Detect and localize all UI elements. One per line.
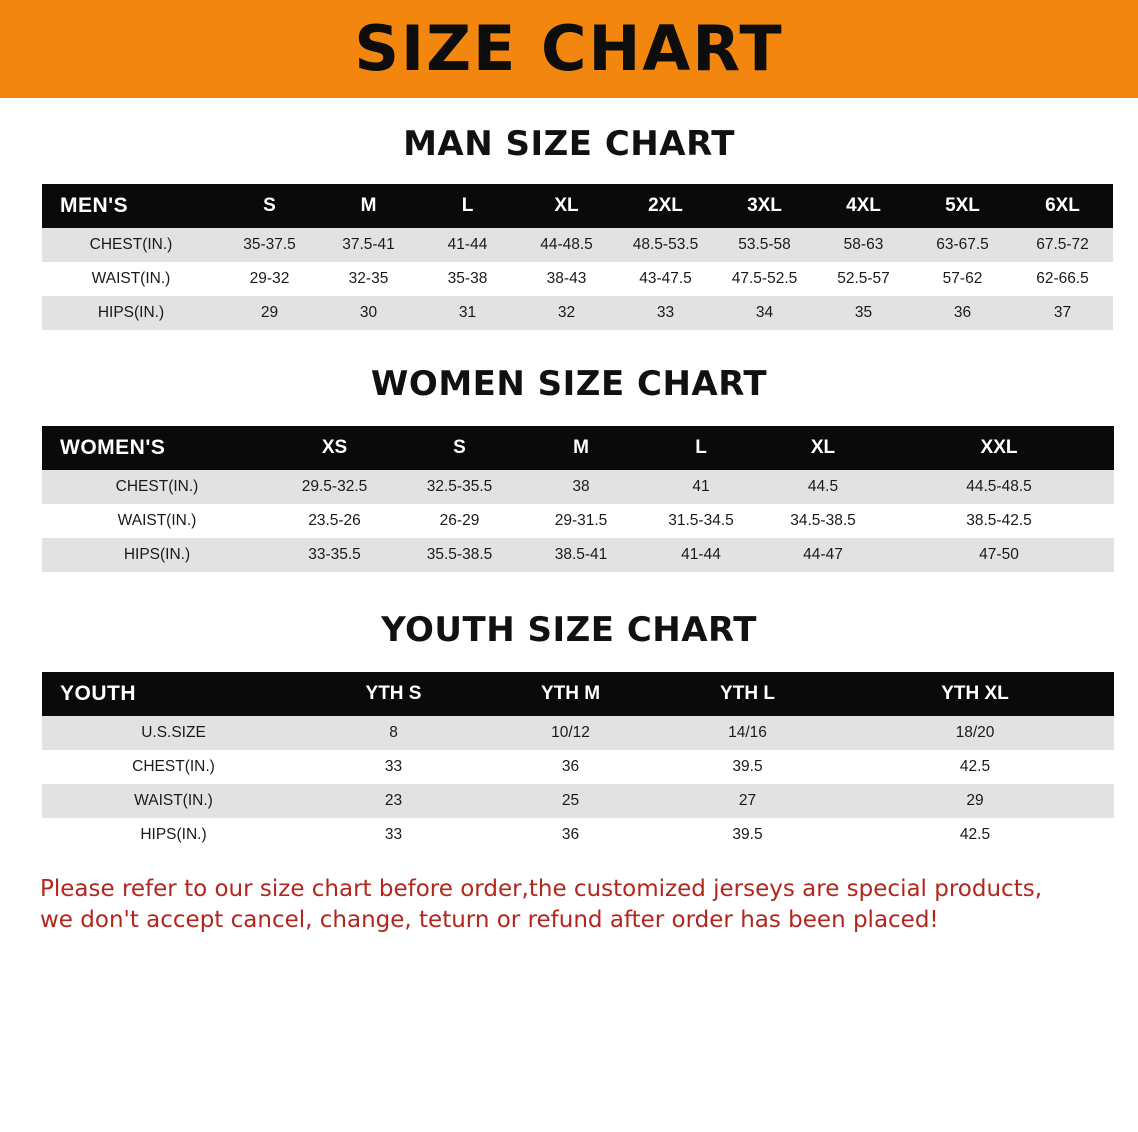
table-cell: 32 — [557, 304, 576, 321]
men-header-2xl: 2XL — [648, 195, 683, 216]
table-row — [42, 538, 1114, 572]
men-header-5xl: 5XL — [945, 195, 980, 216]
men-row-label-waist: WAIST(IN.) — [91, 270, 171, 287]
table-row — [42, 818, 1114, 852]
women-table-header — [42, 426, 1114, 470]
table-cell: 44.5-48.5 — [966, 478, 1032, 495]
table-cell: 34 — [755, 304, 774, 321]
table-cell: 42.5 — [959, 758, 991, 775]
table-row — [42, 470, 1114, 504]
table-cell: 34.5-38.5 — [790, 512, 856, 529]
table-row — [42, 750, 1114, 784]
table-cell: 27 — [738, 792, 757, 809]
youth-row-label-waist: WAIST(IN.) — [134, 792, 213, 809]
table-cell: 36 — [561, 758, 580, 775]
page-title: SIZE CHART — [354, 12, 784, 85]
section-title-women: WOMEN SIZE CHART — [370, 364, 768, 404]
table-cell: 18/20 — [955, 724, 995, 741]
table-row — [42, 228, 1113, 262]
women-table-body — [42, 470, 1114, 572]
table-cell: 35 — [854, 304, 873, 321]
women-row-label-chest: CHEST(IN.) — [115, 478, 199, 495]
table-cell: 63-67.5 — [936, 236, 989, 253]
table-cell: 35-37.5 — [243, 236, 296, 253]
table-cell: 29 — [966, 792, 984, 809]
disclaimer-note — [40, 874, 1098, 936]
table-row — [42, 262, 1113, 296]
table-cell: 26-29 — [439, 512, 480, 529]
disclaimer-line-2: we don't accept cancel, change, teturn or refund after order has been placed! — [40, 907, 939, 934]
table-cell: 53.5-58 — [738, 236, 791, 253]
table-cell: 41-44 — [681, 546, 721, 563]
table-row — [42, 296, 1113, 330]
men-size-table — [42, 184, 1113, 330]
table-cell: 33-35.5 — [308, 546, 361, 563]
youth-header-l: YTH L — [720, 683, 775, 704]
men-table-body — [42, 228, 1113, 330]
table-cell: 29-32 — [249, 270, 290, 287]
table-cell: 58-63 — [843, 236, 884, 253]
table-cell: 33 — [384, 758, 403, 775]
table-cell: 36 — [953, 304, 972, 321]
table-cell: 43-47.5 — [639, 270, 692, 287]
table-cell: 62-66.5 — [1036, 270, 1089, 287]
banner — [0, 0, 1138, 98]
table-cell: 47-50 — [979, 546, 1019, 563]
table-cell: 38 — [572, 478, 590, 495]
table-cell: 10/12 — [551, 724, 590, 741]
table-cell: 32.5-35.5 — [426, 478, 493, 495]
men-header-4xl: 4XL — [846, 195, 881, 216]
table-cell: 41-44 — [447, 236, 488, 253]
table-cell: 38-43 — [546, 270, 587, 287]
table-cell: 44-48.5 — [540, 236, 593, 253]
table-cell: 35-38 — [447, 270, 488, 287]
table-cell: 41 — [692, 478, 710, 495]
table-row — [42, 784, 1114, 818]
women-row-label-hips: HIPS(IN.) — [123, 546, 191, 563]
youth-row-label-chest: CHEST(IN.) — [132, 758, 215, 775]
table-header-row — [42, 184, 1113, 228]
table-cell: 44-47 — [803, 546, 843, 563]
women-header-label: WOMEN'S — [60, 436, 166, 459]
table-cell: 44.5 — [807, 478, 839, 495]
table-row — [42, 716, 1114, 750]
table-header-row — [42, 672, 1114, 716]
table-cell: 52.5-57 — [837, 270, 890, 287]
youth-header-label: YOUTH — [60, 682, 136, 705]
table-cell: 38.5-41 — [554, 546, 608, 563]
table-cell: 67.5-72 — [1036, 236, 1089, 253]
table-cell: 37 — [1053, 304, 1072, 321]
men-header-m: M — [360, 195, 377, 216]
women-table-wrap — [42, 426, 1096, 572]
women-row-label-waist: WAIST(IN.) — [117, 512, 197, 529]
youth-header-xl: YTH XL — [941, 683, 1009, 704]
table-cell: 32-35 — [348, 270, 389, 287]
men-table-wrap — [42, 184, 1096, 330]
table-cell: 37.5-41 — [342, 236, 395, 253]
table-cell: 39.5 — [732, 758, 763, 775]
youth-size-table — [42, 672, 1114, 852]
men-row-label-hips: HIPS(IN.) — [97, 304, 165, 321]
table-cell: 23.5-26 — [308, 512, 361, 529]
table-cell: 31.5-34.5 — [668, 512, 734, 529]
men-header-3xl: 3XL — [747, 195, 782, 216]
disclaimer-line-1: Please refer to our size chart before order,the customized jerseys are special products, — [40, 876, 1043, 902]
table-cell: 8 — [389, 724, 398, 741]
youth-table-header — [42, 672, 1114, 716]
table-cell: 35.5-38.5 — [426, 546, 493, 563]
table-cell: 29.5-32.5 — [301, 478, 368, 495]
table-cell: 23 — [384, 792, 403, 809]
youth-table-wrap — [42, 672, 1096, 852]
table-cell: 14/16 — [728, 724, 767, 741]
table-cell: 47.5-52.5 — [731, 270, 798, 287]
women-header-m: M — [573, 437, 589, 458]
men-header-s: S — [263, 195, 276, 216]
men-header-label: MEN'S — [60, 194, 129, 217]
table-cell: 42.5 — [959, 826, 991, 843]
table-cell: 36 — [561, 826, 580, 843]
men-header-6xl: 6XL — [1045, 195, 1080, 216]
table-cell: 33 — [384, 826, 403, 843]
table-cell: 57-62 — [942, 270, 983, 287]
table-cell: 39.5 — [732, 826, 763, 843]
table-cell: 29 — [260, 304, 279, 321]
women-header-xl: XL — [810, 437, 836, 458]
men-header-xl: XL — [554, 195, 579, 216]
youth-row-label-hips: HIPS(IN.) — [140, 826, 207, 843]
table-cell: 48.5-53.5 — [632, 236, 699, 253]
women-header-xs: XS — [321, 437, 348, 458]
women-header-l: L — [695, 437, 707, 458]
youth-header-m: YTH M — [540, 683, 601, 704]
table-cell: 30 — [359, 304, 378, 321]
men-header-l: L — [461, 195, 474, 216]
men-table-header — [42, 184, 1113, 228]
youth-header-s: YTH S — [365, 683, 422, 704]
table-cell: 29-31.5 — [554, 512, 608, 529]
women-size-table — [42, 426, 1114, 572]
men-row-label-chest: CHEST(IN.) — [89, 236, 173, 253]
table-cell: 38.5-42.5 — [966, 512, 1032, 529]
table-cell: 31 — [458, 304, 477, 321]
section-title-man: MAN SIZE CHART — [403, 124, 735, 164]
table-cell: 25 — [561, 792, 580, 809]
youth-row-label-ussize: U.S.SIZE — [141, 724, 206, 741]
table-header-row — [42, 426, 1114, 470]
youth-table-body — [42, 716, 1114, 852]
section-title-youth: YOUTH SIZE CHART — [381, 610, 757, 650]
women-header-xxl: XXL — [980, 437, 1018, 458]
table-cell: 33 — [656, 304, 675, 321]
women-header-s: S — [453, 437, 466, 458]
table-row — [42, 504, 1114, 538]
